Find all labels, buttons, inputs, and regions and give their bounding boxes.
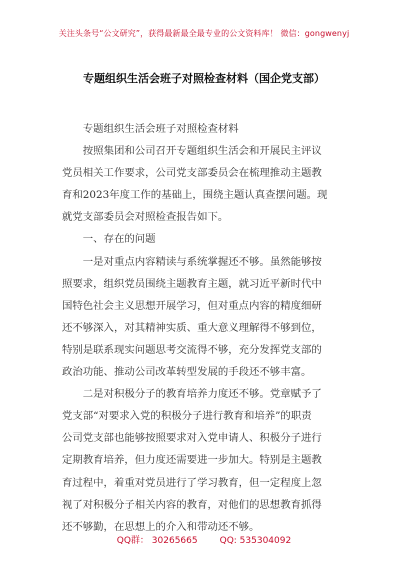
text-line: 按照集团和公司召开专题组织生活会和开展民主评议 [82,145,322,158]
text-line: 二是对积极分子的教育培养力度还不够。党章赋予了 [82,388,322,401]
text-line: 就党支部委员会对照检查报告如下。 [62,211,229,224]
text-line: 党员相关工作要求，公司党支部委员会在梳理推动主题教 [62,167,322,180]
text-line: 视了对积极分子相关内容的教育，对他们的思想教育抓得 [62,498,322,511]
text-line: 专题组织生活会班子对照检查材料 [82,123,239,135]
text-line: 定期教育培养，但力度还需要进一步加大。特别是主题教 [62,454,322,467]
text-line: 国特色社会主义思想开展学习，但对重点内容的精度细研 [62,299,322,312]
text-line: 特别是联系现实问题思考交流得不够，充分发挥党支部的 [62,343,322,356]
paragraph-subtitle [62,118,346,140]
text-line: 育和2023年度工作的基础上，围绕主题认真查摆问题。现 [62,189,328,202]
top-banner: 关注头条号“公文研究”，获得最新最全最专业的公文资料库！ 微信：gongwenyj [58,29,350,38]
text-line: 还不够深入，对其精神实质、重大意义理解得不够到位， [62,321,322,334]
document-body [62,118,346,538]
text-line: 育过程中，着重对党员进行了学习教育，但一定程度上忽 [62,476,322,489]
document-title: 专题组织生活会班子对照检查材料（国企党支部） [83,72,325,85]
text-line: 一是对重点内容精读与系统掌握还不够。虽然能够按 [82,255,322,268]
text-line: 还不够勤，在思想上的介入和带动还不够。 [62,520,260,533]
paragraph-point-2 [62,383,346,405]
section-heading [62,228,346,250]
footer-qq-group: QQ群： 30265665 [116,536,198,546]
text-line: 政治功能、推动公司改革转型发展的手段还不够丰富。 [62,366,312,379]
paragraph-intro [62,140,346,162]
footer-qq-number: QQ: 535304092 [219,536,292,546]
text-line: 党支部“对要求入党的积极分子进行教育和培养”的职责 [62,410,312,423]
paragraph-point-1 [62,251,346,273]
paragraph-point-1-continued [62,273,346,383]
text-line: 照要求，组织党员围绕主题教育主题，就习近平新时代中 [62,277,322,290]
footer-contact [0,533,408,546]
text-line: 公司党支部也能够按照要求对入党申请人、积极分子进行 [62,432,322,445]
text-line: 一、存在的问题 [82,233,156,246]
paragraph-intro-continued [62,162,346,228]
paragraph-point-2-continued [62,405,346,538]
